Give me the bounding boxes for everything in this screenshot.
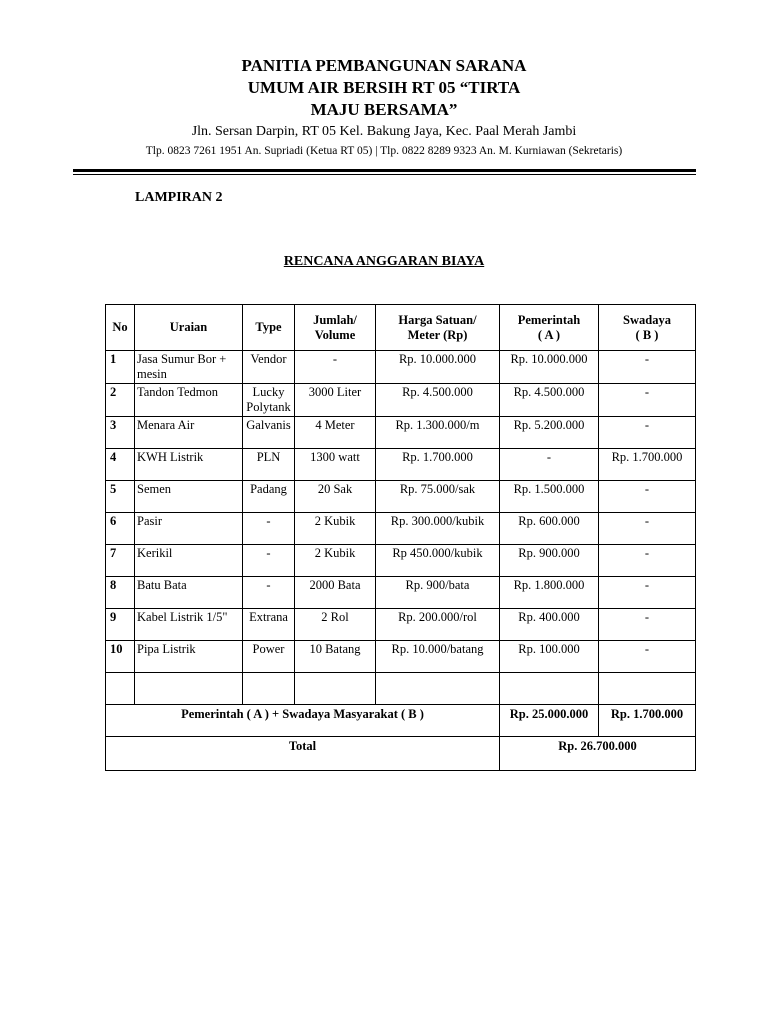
row-harga: Rp. 900/bata [376, 577, 500, 609]
row-type: Galvanis [243, 417, 295, 449]
row-swadaya: - [599, 417, 696, 449]
row-type: Vendor [243, 351, 295, 384]
row-uraian: Semen [135, 481, 243, 513]
table-row [106, 351, 696, 384]
row-harga: Rp 450.000/kubik [376, 545, 500, 577]
row-type: Lucky Polytank [243, 384, 295, 417]
row-swadaya: - [599, 351, 696, 384]
row-no: 7 [106, 545, 135, 577]
row-swadaya: - [599, 577, 696, 609]
row-pemerintah: Rp. 4.500.000 [500, 384, 599, 417]
subtotal-label: Pemerintah ( A ) + Swadaya Masyarakat ( B ) [106, 705, 500, 737]
row-pemerintah: Rp. 5.200.000 [500, 417, 599, 449]
row-jumlah: 2 Kubik [295, 545, 376, 577]
row-uraian: KWH Listrik [135, 449, 243, 481]
table-row [106, 384, 696, 417]
table-row [106, 609, 696, 641]
row-swadaya: - [599, 641, 696, 673]
header-no: No [106, 305, 135, 351]
document-title: RENCANA ANGGARAN BIAYA [283, 254, 485, 269]
row-uraian: Menara Air [135, 417, 243, 449]
row-type: Extrana [243, 609, 295, 641]
table-row [106, 513, 696, 545]
letterhead [0, 55, 768, 159]
table-row [106, 481, 696, 513]
row-harga: Rp. 10.000.000 [376, 351, 500, 384]
header-swadaya: Swadaya ( B ) [599, 305, 696, 351]
row-swadaya: - [599, 513, 696, 545]
org-title-line-1: PANITIA PEMBANGUNAN SARANA [241, 56, 527, 75]
row-uraian: Kerikil [135, 545, 243, 577]
table-row [106, 417, 696, 449]
row-swadaya: Rp. 1.700.000 [599, 449, 696, 481]
header-divider-thick [73, 169, 696, 172]
row-no: 9 [106, 609, 135, 641]
table-row [106, 577, 696, 609]
subtotal-pemerintah: Rp. 25.000.000 [500, 705, 599, 737]
row-no: 5 [106, 481, 135, 513]
row-pemerintah: Rp. 900.000 [500, 545, 599, 577]
row-no: 8 [106, 577, 135, 609]
row-jumlah: 4 Meter [295, 417, 376, 449]
subtotal-row [106, 705, 696, 737]
blank-row [106, 673, 696, 705]
row-harga: Rp. 10.000/batang [376, 641, 500, 673]
row-uraian: Kabel Listrik 1/5" [135, 609, 243, 641]
row-type: Padang [243, 481, 295, 513]
row-jumlah: 10 Batang [295, 641, 376, 673]
row-harga: Rp. 300.000/kubik [376, 513, 500, 545]
row-type: Power [243, 641, 295, 673]
row-uraian: Pipa Listrik [135, 641, 243, 673]
total-value: Rp. 26.700.000 [500, 737, 696, 771]
row-pemerintah: Rp. 10.000.000 [500, 351, 599, 384]
row-jumlah: 2 Kubik [295, 513, 376, 545]
table-row [106, 641, 696, 673]
row-harga: Rp. 1.700.000 [376, 449, 500, 481]
row-type: - [243, 577, 295, 609]
row-harga: Rp. 4.500.000 [376, 384, 500, 417]
header-jumlah: Jumlah/ Volume [295, 305, 376, 351]
header-uraian: Uraian [135, 305, 243, 351]
subtotal-swadaya: Rp. 1.700.000 [599, 705, 696, 737]
row-swadaya: - [599, 609, 696, 641]
row-harga: Rp. 75.000/sak [376, 481, 500, 513]
row-uraian: Pasir [135, 513, 243, 545]
row-jumlah: 2000 Bata [295, 577, 376, 609]
row-pemerintah: Rp. 600.000 [500, 513, 599, 545]
row-no: 1 [106, 351, 135, 384]
row-swadaya: - [599, 384, 696, 417]
row-uraian: Batu Bata [135, 577, 243, 609]
row-swadaya: - [599, 481, 696, 513]
row-jumlah: 1300 watt [295, 449, 376, 481]
phone-contacts: Tlp. 0823 7261 1951 An. Supriadi (Ketua RT 05) | Tlp. 0822 8289 9323 An. M. Kurniawan (Sekretaris) [145, 145, 623, 157]
row-no: 4 [106, 449, 135, 481]
row-pemerintah: Rp. 1.800.000 [500, 577, 599, 609]
row-jumlah: 20 Sak [295, 481, 376, 513]
table-row [106, 449, 696, 481]
org-title-line-2: UMUM AIR BERSIH RT 05 “TIRTA [247, 78, 521, 97]
header-harga: Harga Satuan/ Meter (Rp) [376, 305, 500, 351]
row-uraian: Jasa Sumur Bor + mesin [135, 351, 243, 384]
header-divider-thin [73, 174, 696, 175]
row-pemerintah: Rp. 1.500.000 [500, 481, 599, 513]
header-pemerintah: Pemerintah ( A ) [500, 305, 599, 351]
table-header-row [106, 305, 696, 351]
row-pemerintah: - [500, 449, 599, 481]
row-pemerintah: Rp. 100.000 [500, 641, 599, 673]
row-harga: Rp. 1.300.000/m [376, 417, 500, 449]
budget-table [105, 304, 696, 771]
row-swadaya: - [599, 545, 696, 577]
attachment-label: LAMPIRAN 2 [135, 190, 223, 205]
row-type: - [243, 513, 295, 545]
row-pemerintah: Rp. 400.000 [500, 609, 599, 641]
org-title-line-3: MAJU BERSAMA” [310, 100, 458, 119]
row-type: PLN [243, 449, 295, 481]
row-jumlah: - [295, 351, 376, 384]
address: Jln. Sersan Darpin, RT 05 Kel. Bakung Jaya, Kec. Paal Merah Jambi [191, 124, 577, 139]
row-harga: Rp. 200.000/rol [376, 609, 500, 641]
row-jumlah: 3000 Liter [295, 384, 376, 417]
row-no: 3 [106, 417, 135, 449]
row-type: - [243, 545, 295, 577]
header-type: Type [243, 305, 295, 351]
row-jumlah: 2 Rol [295, 609, 376, 641]
row-no: 6 [106, 513, 135, 545]
total-label: Total [106, 737, 500, 771]
row-no: 10 [106, 641, 135, 673]
row-no: 2 [106, 384, 135, 417]
total-row [106, 737, 696, 771]
table-row [106, 545, 696, 577]
row-uraian: Tandon Tedmon [135, 384, 243, 417]
